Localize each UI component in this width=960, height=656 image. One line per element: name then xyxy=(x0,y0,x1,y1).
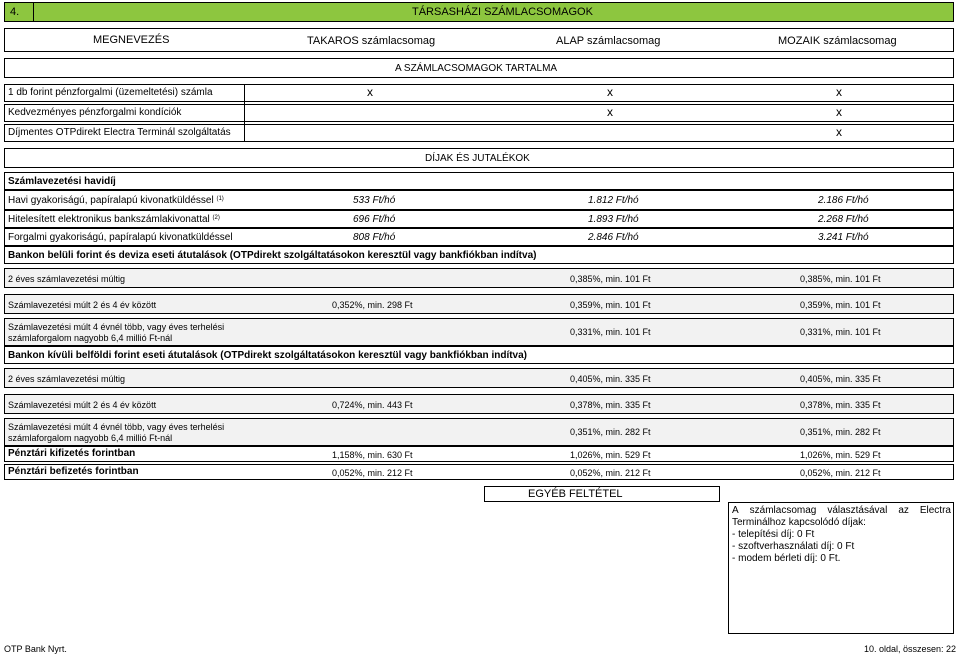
cash-in-value: 0,052%, min. 212 Ft xyxy=(332,468,413,478)
outbank-label-2: Számlavezetési múlt 2 és 4 év között xyxy=(8,400,157,410)
footer-right: 10. oldal, összesen: 22 xyxy=(863,644,956,654)
inbank-label-3: Számlavezetési múlt 4 évnél több, vagy éves terhelési xyxy=(8,322,225,332)
other-note-line-5: - modem bérleti díj: 0 Ft. xyxy=(732,553,841,564)
cash-out-value: 1,026%, min. 529 Ft xyxy=(570,450,651,460)
contents-label-3: Díjmentes OTPdirekt Electra Terminál szolgáltatás xyxy=(8,127,231,138)
other-note-line-2: Terminálhoz kapcsolódó díjak: xyxy=(732,517,866,528)
other-note-line-1: A számlacsomag választásával az Electra xyxy=(732,505,951,516)
inbank-value: 0,352%, min. 298 Ft xyxy=(332,300,413,310)
other-note-line-4: - szoftverhasználati díj: 0 Ft xyxy=(732,541,855,552)
contents-mark: x xyxy=(607,105,613,119)
outbank-value: 0,351%, min. 282 Ft xyxy=(570,427,651,437)
contents-mark: x xyxy=(836,105,842,119)
contents-mark: x xyxy=(367,85,373,99)
cash-out-value: 1,026%, min. 529 Ft xyxy=(800,450,881,460)
monthly-fee-title-row xyxy=(4,172,954,190)
contents-mark: x xyxy=(607,85,613,99)
contents-mark: x xyxy=(836,125,842,139)
outbank-value: 0,351%, min. 282 Ft xyxy=(800,427,881,437)
column-header-alap: ALAP számlacsomag xyxy=(556,35,661,47)
outbank-value: 0,724%, min. 443 Ft xyxy=(332,400,413,410)
other-title: EGYÉB FELTÉTEL xyxy=(528,488,623,500)
column-header-mozaik: MOZAIK számlacsomag xyxy=(778,35,897,47)
section-fees-title: DÍJAK ÉS JUTALÉKOK xyxy=(425,153,530,164)
monthly-value: 696 Ft/hó xyxy=(353,214,396,225)
cash-in-value: 0,052%, min. 212 Ft xyxy=(570,468,651,478)
outbank-label-3b: számlaforgalom nagyobb 6,4 millió Ft-nál xyxy=(8,433,173,443)
header-number: 4. xyxy=(10,6,20,18)
monthly-value: 1.893 Ft/hó xyxy=(588,214,639,225)
monthly-label-1: Havi gyakoriságú, papíralapú kivonatküldéssel $^{(1)}$ xyxy=(8,195,224,206)
monthly-value: 2.268 Ft/hó xyxy=(818,214,869,225)
inbank-label-2: Számlavezetési múlt 2 és 4 év között xyxy=(8,300,157,310)
footer-left: OTP Bank Nyrt. xyxy=(4,644,67,654)
section-contents-title: A SZÁMLACSOMAGOK TARTALMA xyxy=(395,63,558,74)
outbank-value: 0,378%, min. 335 Ft xyxy=(570,400,651,410)
column-header-name: MEGNEVEZÉS xyxy=(93,34,170,46)
monthly-label-3: Forgalmi gyakoriságú, papíralapú kivonatküldéssel xyxy=(8,232,233,243)
monthly-value: 2.846 Ft/hó xyxy=(588,232,639,243)
monthly-label-2: Hitelesített elektronikus bankszámlakivonattal $^{(2)}$ xyxy=(8,214,220,225)
inbank-value: 0,359%, min. 101 Ft xyxy=(570,300,651,310)
inbank-value: 0,331%, min. 101 Ft xyxy=(800,327,881,337)
monthly-value: 3.241 Ft/hó xyxy=(818,232,869,243)
inbank-value: 0,385%, min. 101 Ft xyxy=(570,274,651,284)
inbank-label-1: 2 éves számlavezetési múltig xyxy=(8,274,126,284)
monthly-value: 533 Ft/hó xyxy=(353,195,396,206)
outbank-value: 0,405%, min. 335 Ft xyxy=(800,374,881,384)
contents-label-1: 1 db forint pénzforgalmi (üzemeltetési) számla xyxy=(8,87,213,98)
cash-in-label: Pénztári befizetés forintban xyxy=(8,466,139,477)
monthly-value: 1.812 Ft/hó xyxy=(588,195,639,206)
outbank-value: 0,378%, min. 335 Ft xyxy=(800,400,881,410)
outbank-value: 0,405%, min. 335 Ft xyxy=(570,374,651,384)
inbank-value: 0,385%, min. 101 Ft xyxy=(800,274,881,284)
inbank-value: 0,331%, min. 101 Ft xyxy=(570,327,651,337)
contents-mark: x xyxy=(836,85,842,99)
monthly-value: 2.186 Ft/hó xyxy=(818,195,869,206)
inbank-label-3b: számlaforgalom nagyobb 6,4 millió Ft-nál xyxy=(8,333,173,343)
column-header-takaros: TAKAROS számlacsomag xyxy=(307,35,436,47)
monthly-value: 808 Ft/hó xyxy=(353,232,396,243)
cash-out-label: Pénztári kifizetés forintban xyxy=(8,448,136,459)
page-title: TÁRSASHÁZI SZÁMLACSOMAGOK xyxy=(412,6,593,18)
monthly-fee-title: Számlavezetési havidíj xyxy=(8,176,116,187)
outbank-label-3: Számlavezetési múlt 4 évnél több, vagy éves terhelési xyxy=(8,422,225,432)
inbank-value: 0,359%, min. 101 Ft xyxy=(800,300,881,310)
contents-divider xyxy=(244,84,245,142)
cash-in-value: 0,052%, min. 212 Ft xyxy=(800,468,881,478)
outbank-label-1: 2 éves számlavezetési múltig xyxy=(8,374,126,384)
contents-label-2: Kedvezményes pénzforgalmi kondíciók xyxy=(8,107,182,118)
cash-out-value: 1,158%, min. 630 Ft xyxy=(332,450,413,460)
other-note-line-3: - telepítési díj: 0 Ft xyxy=(732,529,815,540)
inbank-title: Bankon belüli forint és deviza eseti átutalások (OTPdirekt szolgáltatásokon keresztül vagy bankfiókban indítva) xyxy=(8,250,537,261)
outbank-title: Bankon kívüli belföldi forint eseti átutalások (OTPdirekt szolgáltatásokon keresztül vagy bankfiókban indítva) xyxy=(8,350,527,361)
